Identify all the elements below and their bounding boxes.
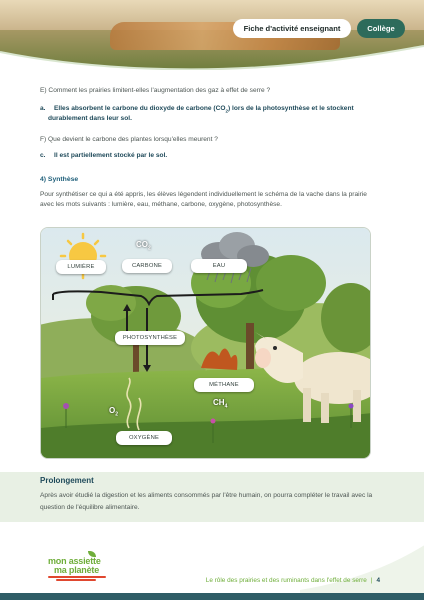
label-methane: MÉTHANE — [194, 378, 254, 392]
level-badge: Collège — [357, 19, 405, 38]
footer-title: Le rôle des prairies et des ruminants dans l'effet de serre | 4 — [205, 577, 380, 584]
label-eau: EAU — [191, 259, 247, 273]
answer-f — [40, 151, 167, 161]
cow-meadow-diagram — [40, 227, 371, 459]
co2-formula: $CO_2$ — [136, 240, 151, 252]
answer-f-prefix: c. — [40, 152, 46, 159]
answer-e-text-a: Elles absorbent le carbone du dioxyde de carbone (CO — [54, 105, 226, 112]
mon-assiette-ma-planete-logo: mon assiette ma planète — [48, 556, 110, 582]
answer-e-prefix: a. — [40, 105, 46, 112]
banner-wave — [0, 40, 424, 70]
ch4-formula: $CH_4$ — [213, 398, 228, 410]
question-e: E) Comment les prairies limitent-elles l'augmentation des gaz à effet de serre ? — [40, 87, 271, 94]
synthese-title: 4) Synthèse — [40, 176, 79, 183]
label-oxygene: OXYGÈNE — [116, 431, 172, 445]
o2-formula: $O_2$ — [109, 406, 119, 418]
label-photosynthese: PHOTOSYNTHÈSE — [115, 331, 185, 345]
footer-bar — [0, 593, 424, 600]
prolongement-title: Prolongement — [40, 476, 94, 485]
synthese-text: Pour synthétiser ce qui a été appris, les élèves légendent individuellement le schéma de la vache dans la prairie avec les mots suivants : lumière, eau, méthane, carbone, oxygène, photosynthèse. — [40, 191, 367, 208]
page-number: 4 — [376, 577, 380, 584]
answer-e-text-b: ) lors de la photosynthèse et le stockent — [228, 105, 354, 112]
header-banner — [0, 0, 424, 70]
answer-f-text: Il est partiellement stocké par le sol. — [54, 152, 168, 159]
question-f: F) Que devient le carbone des plantes lorsqu'elles meurent ? — [40, 136, 218, 143]
label-carbone: CARBONE — [122, 259, 172, 273]
prolongement-text: Après avoir étudié la digestion et les aliments consommés par l'être humain, on pourra compléter le travail avec la question de l'équilibre alimentaire. — [40, 492, 373, 511]
answer-e-line2: durablement dans leur sol. — [48, 115, 132, 122]
label-lumiere: LUMIÈRE — [56, 260, 106, 274]
teacher-sheet-badge: Fiche d'activité enseignant — [233, 19, 351, 38]
answer-e-sub: 2 — [225, 108, 228, 114]
footer-swoosh — [300, 520, 424, 600]
